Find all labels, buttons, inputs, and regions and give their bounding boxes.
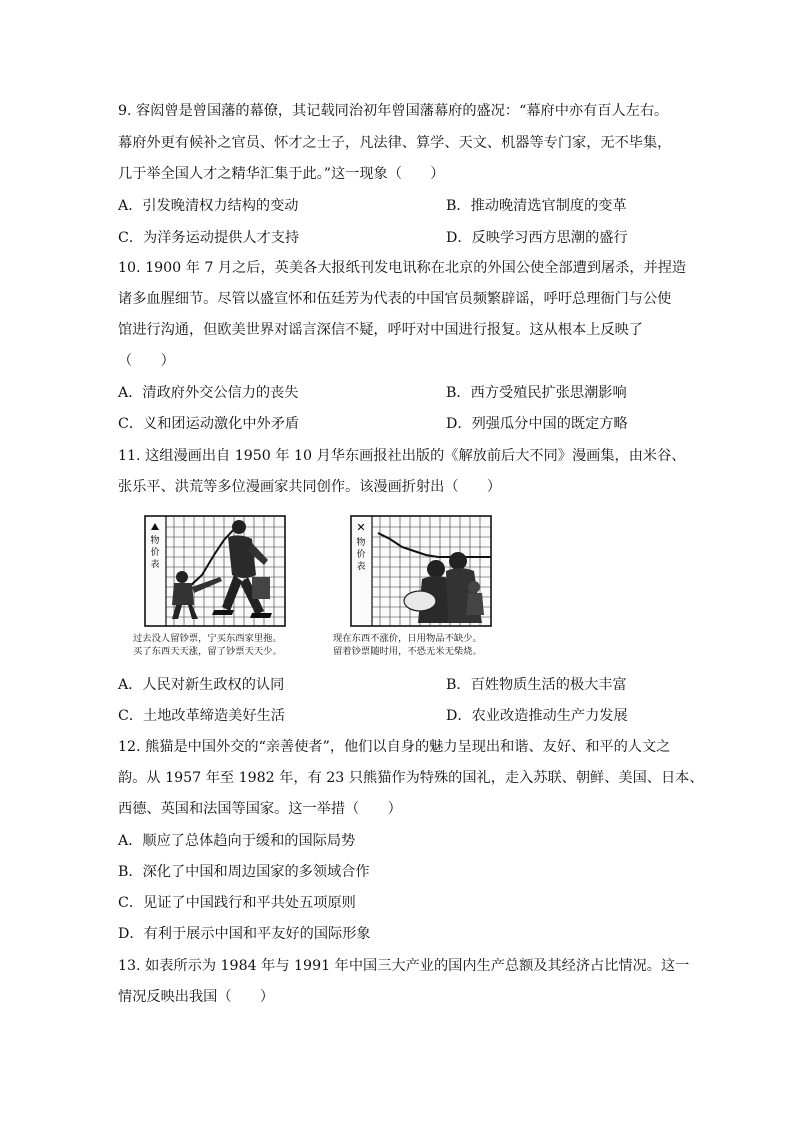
cross-icon: ✕: [356, 521, 366, 534]
q9-stem-line-3: 几于举全国人才之精华汇集于此。”这一现象（ ）: [118, 166, 445, 182]
cartoon-after-liberation: [350, 515, 492, 627]
q12-stem-line-3: 西德、英国和法国等国家。这一举措（ ）: [118, 801, 402, 817]
q9-option-c[interactable]: C．为洋务运动提供人才支持: [118, 230, 300, 246]
right-cartoon-caption-2: 留着钞票随时用，不恐无米无柴烧。: [333, 646, 482, 657]
left-chart-label-2: 价: [150, 548, 160, 558]
q13-stem-line-1: 13. 如表所示为 1984 年与 1991 年中国三大产业的国内生产总额及其经济占比情况。这一: [118, 958, 690, 974]
left-chart-label-3: 表: [150, 560, 160, 570]
q10-stem-line-1: 10. 1900 年 7 月之后，英美各大报纸刊发电讯称在北京的外国公使全部遭到屠杀，并捏造: [118, 260, 687, 276]
q10-stem-line-4: （ ）: [118, 353, 175, 369]
q10-stem-line-2: 诸多血腥细节。尽管以盛宣怀和伍廷芳为代表的中国官员频繁辟谣，呼吁总理衙门与公使: [118, 291, 672, 307]
cartoon-before-liberation: [144, 515, 286, 627]
q11-stem-line-2: 张乐平、洪荒等多位漫画家共同创作。该漫画折射出（ ）: [118, 479, 502, 495]
q11-option-d[interactable]: D．农业改造推动生产力发展: [446, 708, 628, 724]
q9-option-d[interactable]: D．反映学习西方思潮的盛行: [446, 230, 628, 246]
q10-option-c[interactable]: C．义和团运动激化中外矛盾: [118, 416, 300, 432]
left-cartoon-caption-2: 买了东西天天涨，留了钞票天天少。: [133, 646, 282, 657]
q12-stem-line-2: 韵。从 1957 年至 1982 年，有 23 只熊猫作为特殊的国礼，走入苏联、朝鲜、美国、日本、: [118, 770, 704, 786]
q9-stem-line-2: 幕府外更有候补之官员、怀才之士子，凡法律、算学、天文、机器等专门家，无不毕集，: [118, 135, 672, 151]
q12-option-b[interactable]: B．深化了中国和周边国家的多领域合作: [118, 864, 370, 880]
left-chart-label-1: 物: [150, 536, 160, 546]
q11-stem-line-1: 11. 这组漫画出自 1950 年 10 月华东画报社出版的《解放前后大不同》漫画集，由米谷、: [118, 448, 686, 464]
q12-option-c[interactable]: C．见证了中国践行和平共处五项原则: [118, 895, 356, 911]
q12-option-a[interactable]: A．顺应了总体趋向于缓和的国际局势: [118, 833, 356, 849]
q11-option-a[interactable]: A．人民对新生政权的认同: [118, 677, 285, 693]
right-cartoon-caption-1: 现在东西不涨价，日用物品不缺少。: [333, 633, 482, 644]
q11-option-c[interactable]: C．土地改革缔造美好生活: [118, 708, 285, 724]
right-chart-label-1: 物: [356, 538, 366, 548]
q11-option-b[interactable]: B．百姓物质生活的极大丰富: [446, 677, 627, 693]
q12-option-d[interactable]: D．有利于展示中国和平友好的国际形象: [118, 926, 371, 942]
left-cartoon-caption-1: 过去没人留钞票，宁买东西家里拖。: [133, 633, 282, 644]
q10-option-d[interactable]: D．列强瓜分中国的既定方略: [446, 416, 628, 432]
q9-option-b[interactable]: B．推动晚清选官制度的变革: [446, 198, 627, 214]
right-chart-label-2: 价: [356, 550, 366, 560]
q12-stem-line-1: 12. 熊猫是中国外交的“亲善使者”，他们以自身的魅力呈现出和谐、友好、和平的人文之: [118, 739, 671, 755]
q13-stem-line-2: 情况反映出我国（ ）: [118, 989, 275, 1005]
q10-option-b[interactable]: B．西方受殖民扩张思潮影响: [446, 385, 627, 401]
q10-stem-line-3: 馆进行沟通，但欧美世界对谣言深信不疑，呼吁对中国进行报复。这从根本上反映了: [118, 322, 643, 338]
q10-option-a[interactable]: A．清政府外交公信力的丧失: [118, 385, 299, 401]
q9-stem-line-1: 9. 容闳曾是曾国藩的幕僚，其记载同治初年曾国藩幕府的盛况：“幕府中亦有百人左右。: [118, 103, 669, 119]
q9-option-a[interactable]: A．引发晚清权力结构的变动: [118, 198, 299, 214]
right-chart-label-3: 表: [356, 562, 366, 572]
